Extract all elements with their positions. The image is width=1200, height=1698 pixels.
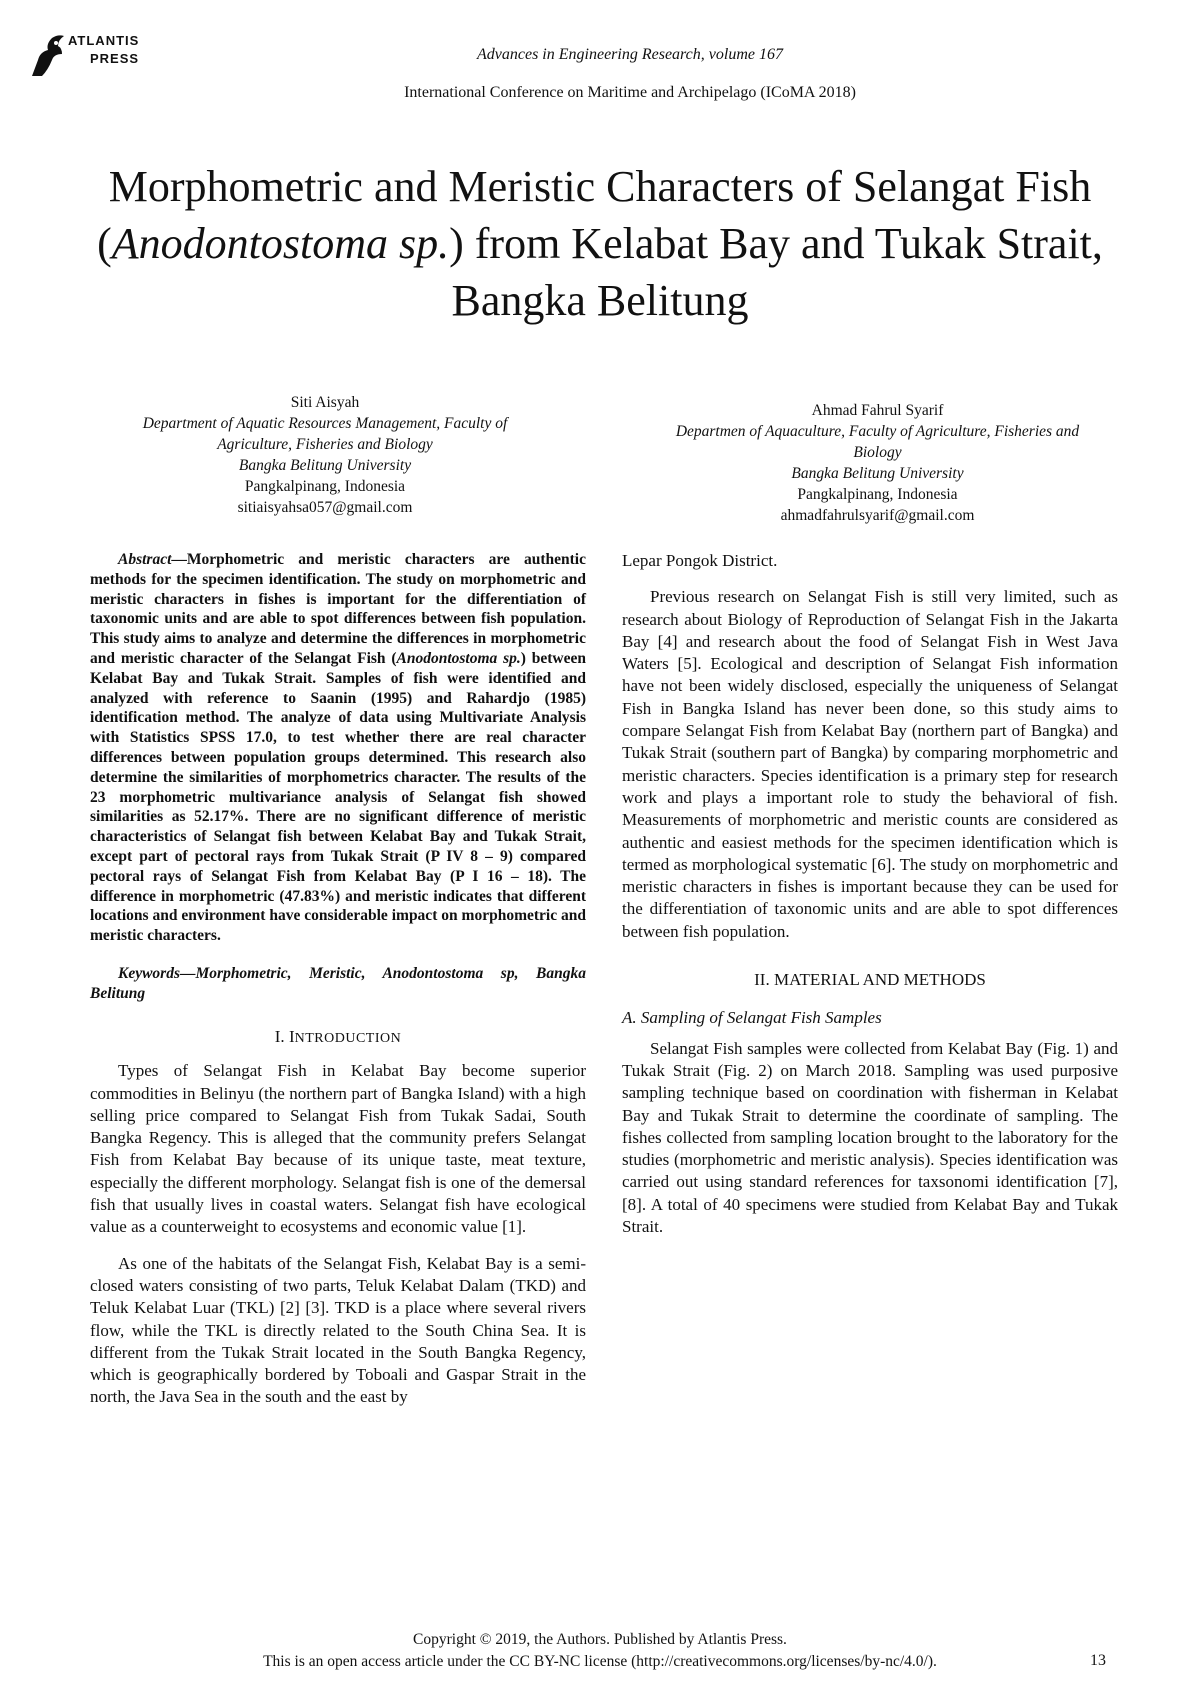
abstract-label: Abstract xyxy=(118,551,172,568)
author-university: Bangka Belitung University xyxy=(791,465,964,482)
author-location: Pangkalpinang, Indonesia xyxy=(244,478,406,495)
section-rest: NTRODUCTION xyxy=(294,1030,402,1046)
author-name: Ahmad Fahrul Syarif xyxy=(811,402,944,419)
author-email[interactable]: sitiaisyahsa057@gmail.com xyxy=(237,499,413,516)
logo-line-1: ATLANTIS xyxy=(68,33,140,48)
abstract-text-2: ) between Kelabat Bay and Tukak Strait. Samples of fish were identified and analyzed with reference to Saanin (1995) and Rahardjo (1985) identification method. The analyze of data using Multivariate Analysis with Statistics SPSS 17.0, to test whether there are real character differences between population groups determined. This research also determine the similarities of morphometrics character. The results of the 23 morphometric multivariance analysis of Selangat fish showed similarities as 52.17%. There are no significant difference of meristic characteristics of Selangat fish between Kelabat Bay and Tukak Strait, except part of pectoral rays from Tukak Strait (P IV 8 – 9) compared pectoral rays of Selangat Fish from Kelabat Bay (P I 16 – 18). The difference in morphometric (47.83%) and meristic indicates that different locations and environment have considerable impact on morphometric and meristic characters. xyxy=(90,649,587,945)
section-heading-methods: II. MATERIAL AND METHODS xyxy=(754,970,986,990)
footer-copyright: Copyright © 2019, the Authors. Published by Atlantis Press. xyxy=(413,1631,787,1648)
abstract-text-1: —Morphometric and meristic characters are authentic methods for the specimen identification. The study on morphometric and meristic characters in fishes is important for the differentiation of taxonomic units and are able to spot differences between fish population. This study aims to analyze and determine the differences in morphometric and meristic character of the Selangat Fish ( xyxy=(90,551,586,667)
author-name: Siti Aisyah xyxy=(290,394,360,411)
title-species: Anodontostoma sp. xyxy=(111,219,450,268)
section-heading-introduction xyxy=(90,1026,586,1050)
methods-paragraph-1: Selangat Fish samples were collected from Kelabat Bay (Fig. 1) and Tukak Strait (Fig. 2) on March 2018. Sampling was used purposive sampling technique based on coordination with fisherman in Kelabat Bay and Tukak Strait to determine the coordinate of sampling. The fishes collected from sampling location brought to the laboratory for the studies (morphometric and meristic analysis). Species identification was carried out using standard references for taxsonomi identification [7],[8]. A total of 40 specimens were studied from Kelabat Bay and Tukak Strait. xyxy=(622,1038,1118,1237)
intro-paragraph-2: As one of the habitats of the Selangat Fish, Kelabat Bay is a semi-closed waters consisting of two parts, Teluk Kelabat Dalam (TKD) and Teluk Kelabat Luar (TKL) [2] [3]. TKD is a place where several rivers flow, while the TKL is directly related to the South China Sea. It is different from the Tukak Strait located in the South Bangka Regency, which is geographically bordered by Toboali and Gaspar Strait in the north, the Java Sea in the south and the east by xyxy=(90,1253,586,1407)
paper-title xyxy=(60,158,1140,329)
right-column xyxy=(622,550,1118,1238)
footer-license[interactable]: This is an open access article under the CC BY-NC license (http://creativecommons.org/licenses/by-nc/4.0/). xyxy=(263,1653,937,1670)
author-university: Bangka Belitung University xyxy=(238,457,412,474)
abstract-species: Anodontostoma sp. xyxy=(396,649,521,667)
title-part-2: ) from Kelabat Bay and Tukak Strait, Bangka Belitung xyxy=(449,219,1103,325)
author-block-2 xyxy=(655,400,1100,526)
author-department: Departmen of Aquaculture, Faculty of Agriculture, Fisheries and Biology xyxy=(675,423,1080,461)
series-header: Advances in Engineering Research, volume 167 xyxy=(477,46,783,63)
section-cap: I xyxy=(288,1026,295,1046)
keywords: Keywords—Morphometric, Meristic, Anodontostoma sp, Bangka Belitung xyxy=(90,964,586,1002)
title-part-1: Morphometric and Meristic Characters of Selangat Fish ( xyxy=(97,162,1092,268)
abstract xyxy=(90,550,586,946)
intro-paragraph-3: Previous research on Selangat Fish is still very limited, such as research about Biology of Reproduction of Selangat Fish in the Jakarta Bay [4] and research about the food of Selangat Fish in West Java Waters [5]. Ecological and description of Selangat Fish information have not been widely disclosed, especially the uniqueness of Selangat Fish in Bangka Island has never been done, so this study aims to compare Selangat Fish from Kelabat Bay (northern part of Bangka) and Tukak Strait (southern part of Bangka) by comparing morphometric and meristic characters. Species identification is a primary step for research work and plays a important role to study the behavioral of fish. Measurements of morphometric and meristic counts are considered as authentic and easiest methods for the specimen identification which is termed as morphological systematic [6]. The study on morphometric and meristic characters in fishes is important because they can be used for the differentiation of taxonomic units and are able to spot differences between fish population. xyxy=(622,587,1118,941)
subsection-heading-sampling: A. Sampling of Selangat Fish Samples xyxy=(622,1008,882,1028)
left-column xyxy=(90,550,586,1409)
section-number: I. xyxy=(274,1026,285,1046)
conference-header: International Conference on Maritime and Archipelago (ICoMA 2018) xyxy=(404,84,856,101)
author-block-1 xyxy=(105,392,545,518)
intro-paragraph-1: Types of Selangat Fish in Kelabat Bay become superior commodities in Belinyu (the northern part of Bangka Island) with a high selling price compared to Selangat Fish from Tukak Sadai, South Bangka Regency. This is alleged that the community prefers Selangat Fish from Kelabat Bay because of its unique taste, meat texture, especially the different morphology. Selangat fish is one of the demersal fish that usually lives in coastal waters. Selangat fish have ecological value as a counterweight to ecosystems and economic value [1]. xyxy=(90,1061,586,1237)
author-email[interactable]: ahmadfahrulsyarif@gmail.com xyxy=(780,507,975,524)
author-department: Department of Aquatic Resources Management, Faculty of Agriculture, Fisheries and Biology xyxy=(142,415,508,453)
intro-paragraph-2-continued: Lepar Pongok District. xyxy=(622,551,778,570)
author-location: Pangkalpinang, Indonesia xyxy=(797,486,958,503)
logo-line-2: PRESS xyxy=(90,51,140,66)
page-number: 13 xyxy=(1090,1652,1106,1669)
